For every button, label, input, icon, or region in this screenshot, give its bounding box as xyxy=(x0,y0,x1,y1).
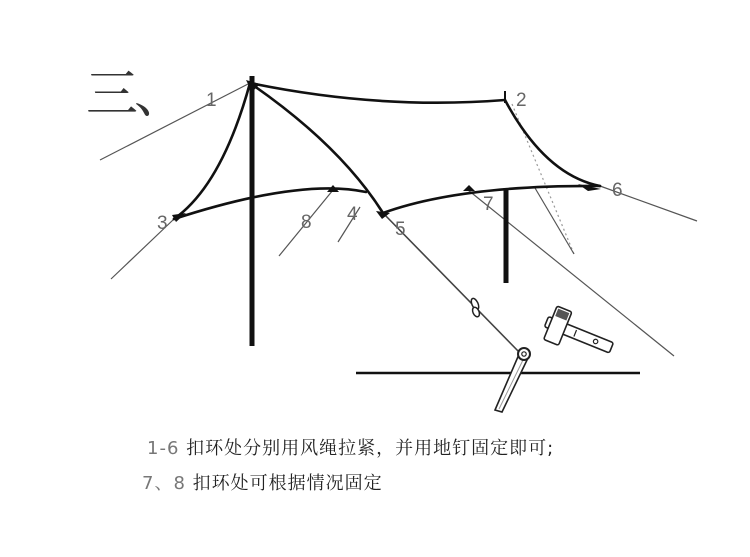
point-label-8: 8 xyxy=(301,212,312,233)
instruction-line-1 xyxy=(147,434,554,460)
point-label-6: 6 xyxy=(612,180,623,201)
point-label-1: 1 xyxy=(206,90,217,111)
point-label-5: 5 xyxy=(395,219,406,240)
point-label-3: 3 xyxy=(157,213,168,234)
step-number: 三、 xyxy=(86,65,183,125)
guy-rope-2 xyxy=(535,188,574,254)
poles xyxy=(252,76,506,346)
point-label-7: 7 xyxy=(483,194,494,215)
instruction-2-points: 7、8 xyxy=(142,473,186,494)
ground-stake-icon xyxy=(495,348,530,412)
instruction-1-points: 1-6 xyxy=(147,438,180,459)
instruction-line-2 xyxy=(142,469,383,495)
instruction-2-text: 扣环处可根据情况固定 xyxy=(185,473,383,494)
point-label-4: 4 xyxy=(347,204,358,225)
point-label-2: 2 xyxy=(516,90,527,111)
rope-tensioner xyxy=(470,297,481,318)
mallet-icon xyxy=(540,304,618,364)
instruction-1-text: 扣环处分别用风绳拉紧，并用地钉固定即可; xyxy=(179,438,555,459)
tarp-outline xyxy=(174,83,600,219)
